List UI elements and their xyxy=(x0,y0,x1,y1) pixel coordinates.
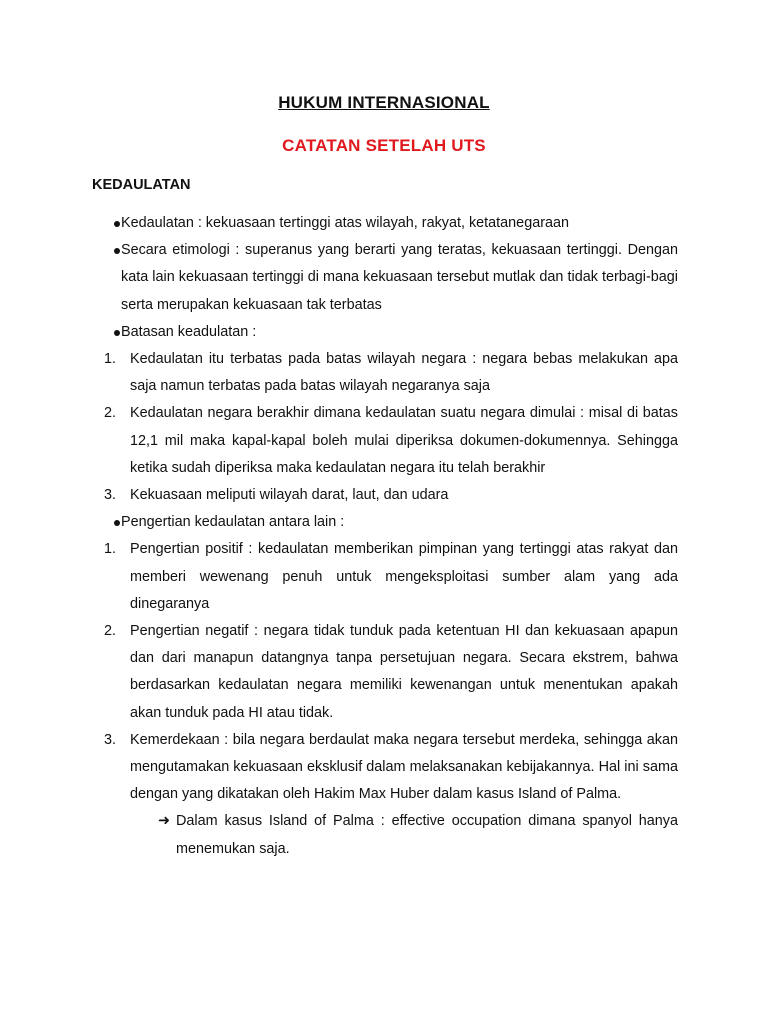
bullet-icon xyxy=(114,221,120,227)
numbered-item xyxy=(92,536,678,618)
bullet-list xyxy=(92,210,678,863)
numbered-list xyxy=(92,536,678,808)
item-text: Kekuasaan meliputi wilayah darat, laut, dan udara xyxy=(130,487,449,504)
item-text: Pengertian positif : kedaulatan memberikan pimpinan yang tertinggi atas rakyat dan memberi wewenang penuh untuk mengeksploitasi sumber alam yang ada dinegaranya xyxy=(130,541,678,612)
item-text: Pengertian negatif : negara tidak tunduk pada ketentuan HI dan kekuasaan apapun dan dari manapun datangnya tanpa persetujuan negara. Secara ekstrem, bahwa berdasarkan kedaulatan negara memiliki kewenangan untuk menentukan apakah akan tunduk pada HI atau tidak. xyxy=(130,623,678,721)
bullet-text: Pengertian kedaulatan antara lain : xyxy=(121,514,345,531)
item-number: 1. xyxy=(104,541,117,558)
numbered-item xyxy=(92,346,678,400)
item-text: Kemerdekaan : bila negara berdaulat maka negara tersebut merdeka, sehingga akan mengutamakan kekuasaan eksklusif dalam melaksanakan kebijakannya. Hal ini sama dengan yang dikatakan oleh Hakim Max Huber dalam kasus Island of Palma. xyxy=(130,731,678,803)
item-text: Kedaulatan itu terbatas pada batas wilayah negara : negara bebas melakukan apa saja namun terbatas pada batas wilayah negaranya saja xyxy=(130,351,678,395)
numbered-item xyxy=(92,727,678,809)
section-heading: KEDAULATAN xyxy=(92,177,191,193)
bullet-item xyxy=(92,319,678,509)
item-number: 3. xyxy=(104,487,117,504)
item-number: 2. xyxy=(104,405,117,422)
bullet-icon xyxy=(114,520,120,526)
bullet-item xyxy=(92,210,678,237)
numbered-list xyxy=(92,346,678,509)
arrow-note xyxy=(158,808,678,862)
arrow-note-text: Dalam kasus Island of Palma : effective occupation dimana spanyol hanya menemukan saja. xyxy=(176,813,678,857)
document-subtitle: CATATAN SETELAH UTS xyxy=(282,136,486,155)
document-title: HUKUM INTERNASIONAL xyxy=(278,93,490,112)
bullet-icon xyxy=(114,330,120,336)
numbered-item xyxy=(92,618,678,727)
item-number: 1. xyxy=(104,351,117,368)
bullet-item xyxy=(92,509,678,863)
item-number: 3. xyxy=(104,731,117,748)
bullet-icon xyxy=(114,248,120,254)
document-body xyxy=(92,210,678,863)
numbered-item xyxy=(92,400,678,482)
item-number: 2. xyxy=(104,623,117,640)
bullet-item xyxy=(92,237,678,319)
numbered-item xyxy=(92,482,678,509)
arrow-right-icon: ➜ xyxy=(158,813,171,830)
bullet-text: Batasan keadulatan : xyxy=(121,323,257,340)
bullet-text: Secara etimologi : superanus yang berarti yang teratas, kekuasaan tertinggi. Dengan kata lain kekuasaan tertinggi di mana kekuasaan tersebut mutlak dan tidak terbagi-bagi serta merupakan kekuasaan tak terbatas xyxy=(121,242,678,313)
item-text: Kedaulatan negara berakhir dimana kedaulatan suatu negara dimulai : misal di batas 12,1 mil maka kapal-kapal boleh mulai diperiksa dokumen-dokumennya. Sehingga ketika sudah diperiksa maka kedaulatan negara itu telah berakhir xyxy=(130,405,678,476)
bullet-text: Kedaulatan : kekuasaan tertinggi atas wilayah, rakyat, ketatanegaraan xyxy=(121,215,569,231)
